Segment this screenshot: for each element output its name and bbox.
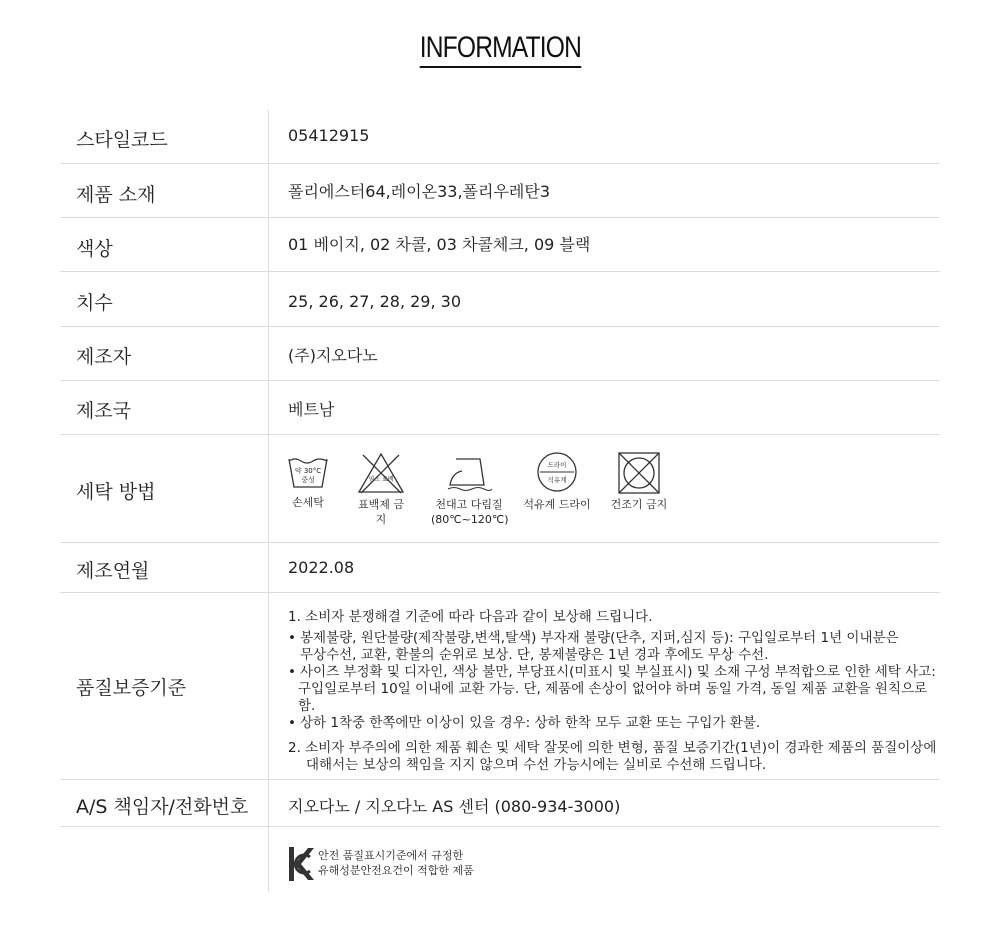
row-kc bbox=[60, 827, 940, 897]
bullet-mark: • bbox=[288, 664, 296, 680]
material-label: 제품 소재 bbox=[76, 184, 156, 206]
as-value: 지오다노 / 지오다노 AS 센터 (080-934-3000) bbox=[288, 797, 621, 816]
bullet-mark: • bbox=[288, 630, 296, 646]
quality-label: 품질보증기준 bbox=[76, 677, 187, 699]
country-label: 제조국 bbox=[76, 400, 132, 422]
quality-bullet-3-line: 상하 1착중 한쪽에만 이상이 있을 경우: 상하 한착 모두 교환 또는 구입가 환불. bbox=[300, 715, 761, 731]
wash-label: 세탁 방법 bbox=[76, 481, 156, 503]
quality-text bbox=[288, 609, 938, 774]
petroleum-dry-clean-icon bbox=[535, 451, 579, 493]
hand-wash-icon bbox=[286, 451, 330, 491]
kc-line-2: 유해성분안전요건이 적합한 제품 bbox=[318, 864, 474, 877]
row-as bbox=[60, 780, 940, 827]
wash-icon-item bbox=[285, 451, 331, 510]
quality-bullet-2 bbox=[288, 664, 938, 715]
country-value: 베트남 bbox=[288, 400, 335, 419]
as-label: A/S 책임자/전화번호 bbox=[76, 796, 249, 818]
quality-bullet-2-line-2: 구입일로부터 10일 이내에 교환 가능. 단, 제품에 손상이 없어야 하며 동일 가격, 동일 제품 교환을 원칙으로 함. bbox=[298, 681, 928, 714]
iron-label: 천대고 다림질 bbox=[435, 498, 503, 511]
quality-item-1: 1. 소비자 분쟁해결 기준에 따라 다음과 같이 보상해 드립니다. bbox=[288, 609, 653, 625]
row-style-code bbox=[60, 110, 940, 164]
quality-bullet-2-line-1: 사이즈 부정확 및 디자인, 색상 불만, 부당표시(미표시 및 부실표시) 및 소재 구성 부적합으로 인한 세탁 사고: bbox=[300, 664, 936, 680]
no-tumble-dry-label: 건조기 금지 bbox=[610, 498, 668, 511]
dry-clean-inner-bottom: 석유계 bbox=[547, 476, 567, 484]
no-bleach-label: 표백제 금지 bbox=[357, 498, 404, 526]
no-bleach-inner: 염소 표백 bbox=[368, 476, 394, 483]
iron-item bbox=[431, 451, 507, 527]
row-color bbox=[60, 218, 940, 272]
hand-wash-temp: 약 30°C bbox=[294, 467, 322, 475]
quality-bullet-1-line-2: 무상수선, 교환, 환불의 순위로 보상. 단, 봉제불량은 1년 경과 후에도 무상 수선. bbox=[300, 647, 769, 663]
material-value: 폴리에스터64,레이온33,폴리우레탄3 bbox=[288, 182, 550, 201]
row-material bbox=[60, 164, 940, 218]
maker-label: 제조자 bbox=[76, 346, 132, 368]
no-tumble-dry-icon bbox=[617, 451, 661, 495]
maker-value: (주)지오다노 bbox=[288, 346, 378, 365]
quality-bullet-1-line-1: 봉제불량, 원단불량(제작불량,변색,탈색) 부자재 불량(단추, 지퍼,심지 등): 구입일로부터 1년 이내분은 bbox=[300, 630, 899, 646]
row-wash bbox=[60, 435, 940, 543]
kc-mark bbox=[288, 845, 474, 887]
bullet-mark: • bbox=[288, 715, 296, 731]
no-tumble-dry-item bbox=[606, 451, 672, 512]
color-label: 색상 bbox=[76, 238, 113, 260]
size-label: 치수 bbox=[76, 292, 113, 314]
wash-icons bbox=[285, 451, 705, 541]
page-title bbox=[0, 30, 1000, 68]
row-country bbox=[60, 381, 940, 435]
kc-line-1: 안전 품질표시기준에서 규정한 bbox=[318, 849, 464, 862]
iron-icon bbox=[444, 451, 494, 493]
style-code-value: 05412915 bbox=[288, 126, 370, 145]
date-value: 2022.08 bbox=[288, 558, 355, 577]
kc-certification-icon bbox=[288, 845, 314, 883]
size-value: 25, 26, 27, 28, 29, 30 bbox=[288, 292, 462, 311]
style-code-label: 스타일코드 bbox=[76, 129, 168, 151]
color-value: 01 베이지, 02 차콜, 03 차콜체크, 09 블랙 bbox=[288, 235, 591, 254]
hand-wash-label: 손세탁 bbox=[292, 496, 324, 509]
row-quality bbox=[60, 593, 940, 780]
dry-clean-item bbox=[522, 451, 592, 512]
quality-item-2-line-1: 2. 소비자 부주의에 의한 제품 훼손 및 세탁 잘못에 의한 변형, 품질 보증기간(1년)이 경과한 제품의 품질이상에 bbox=[288, 740, 937, 756]
page-title-text: INFORMATION bbox=[419, 30, 580, 68]
row-maker bbox=[60, 327, 940, 381]
info-table bbox=[60, 110, 940, 897]
date-label: 제조연월 bbox=[76, 560, 150, 582]
hand-wash-neutral: 중성 bbox=[301, 476, 315, 484]
row-size bbox=[60, 272, 940, 327]
kc-text bbox=[318, 848, 474, 878]
quality-bullet-1 bbox=[288, 630, 938, 664]
no-bleach-icon bbox=[356, 451, 406, 495]
dry-clean-inner-top: 드라이 bbox=[547, 461, 567, 469]
quality-item-2-line-2: 대해서는 보상의 책임을 지지 않으며 수선 가능시에는 실비로 수선해 드립니다. bbox=[306, 757, 767, 773]
quality-bullet-3 bbox=[288, 715, 938, 732]
no-bleach-item bbox=[353, 451, 409, 527]
row-date bbox=[60, 543, 940, 593]
dry-clean-label: 석유계 드라이 bbox=[523, 498, 591, 511]
iron-temp-label: (80℃~120℃) bbox=[431, 513, 509, 526]
